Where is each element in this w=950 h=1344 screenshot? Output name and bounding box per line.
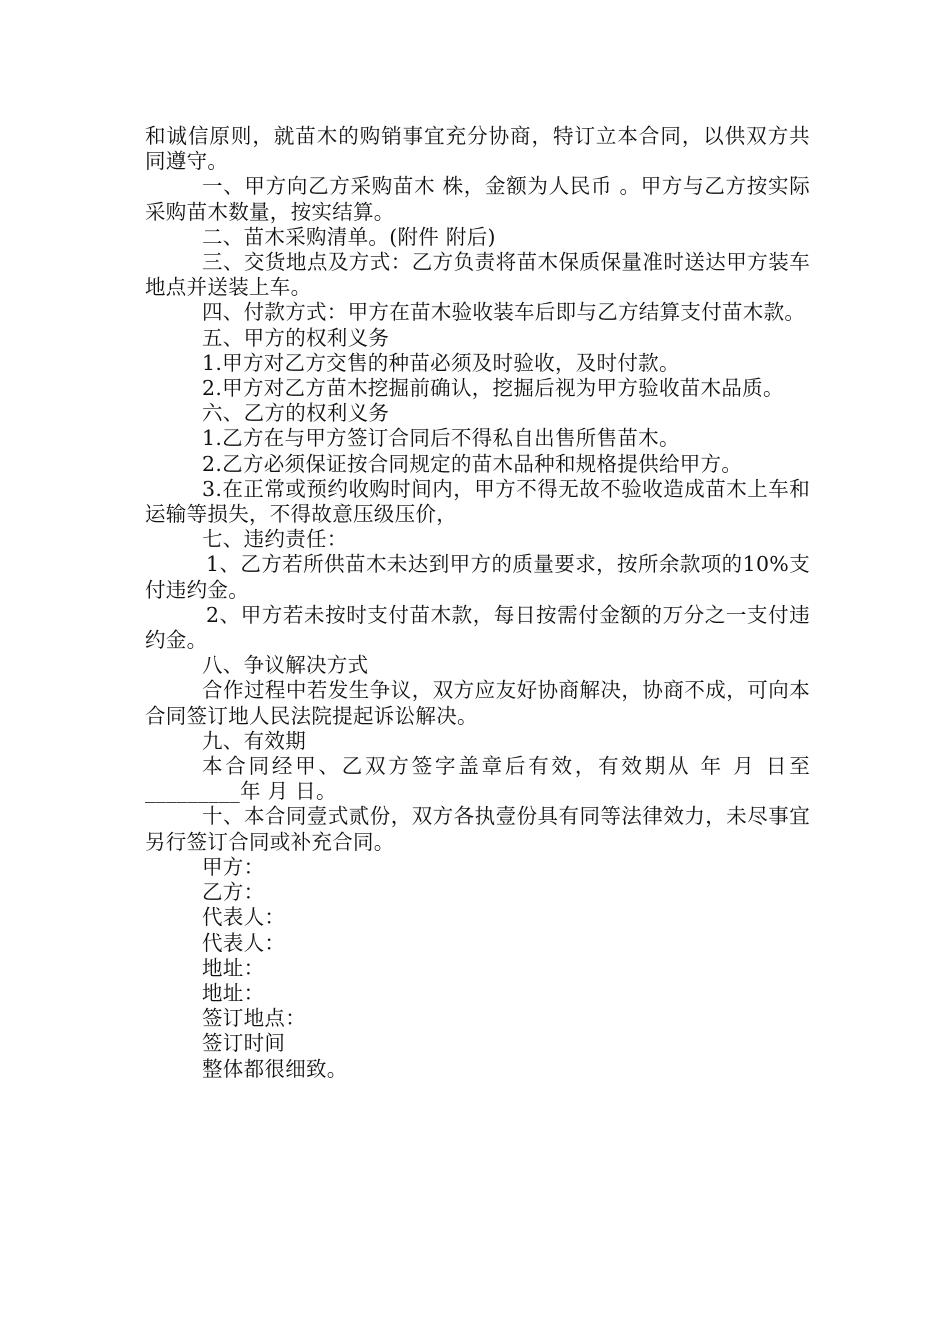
clause-6-heading: 六、乙方的权利义务 bbox=[202, 401, 390, 426]
clause-1-purchase: 一、甲方向乙方采购苗木 株，金额为人民币 。甲方与乙方按实际采购苗木数量，按实结算。 bbox=[145, 174, 810, 224]
clause-10-text: 十、本合同壹式贰份，双方各执壹份具有同等法律效力，未尽事宜另行签订合同或补充合同。 bbox=[145, 804, 810, 854]
signature-place: 签订地点： bbox=[202, 1006, 306, 1031]
signature-address-a: 地址： bbox=[202, 955, 265, 980]
clause-7-item-2: 2、甲方若未按时支付苗木款，每日按需付金额的万分之一支付违约金。 bbox=[145, 602, 810, 653]
clause-9-heading: 九、有效期 bbox=[202, 728, 306, 753]
clause-5-item-2: 2.甲方对乙方苗木挖掘前确认，挖掘后视为甲方验收苗木品质。 bbox=[202, 376, 784, 401]
clause-9-text: 本合同经甲、乙双方签字盖章后有效，有效期从 年 月 日至_________年 月 日。 bbox=[145, 754, 810, 804]
contract-body bbox=[145, 124, 810, 1082]
clause-5-item-1: 1.甲方对乙方交售的种苗必须及时验收，及时付款。 bbox=[202, 350, 680, 375]
clause-7-heading: 七、违约责任： bbox=[202, 527, 348, 552]
clause-6-item-3: 3.在正常或预约收购时间内，甲方不得无故不验收造成苗木上车和运输等损失，不得故意压级压价， bbox=[145, 476, 810, 527]
signature-address-b: 地址： bbox=[202, 980, 265, 1005]
paragraph-intro: 和诚信原则，就苗木的购销事宜充分协商，特订立本合同，以供双方共同遵守。 bbox=[145, 124, 810, 174]
signature-party-a: 甲方： bbox=[202, 854, 265, 879]
clause-7-item-1: 1、乙方若所供苗木未达到甲方的质量要求，按所余款项的10%支付违约金。 bbox=[145, 552, 810, 602]
clause-8-heading: 八、争议解决方式 bbox=[202, 653, 369, 678]
signature-party-b: 乙方： bbox=[202, 880, 265, 905]
signature-representative-b: 代表人： bbox=[202, 930, 286, 955]
clause-4-payment: 四、付款方式：甲方在苗木验收装车后即与乙方结算支付苗木款。 bbox=[202, 300, 806, 325]
clause-6-item-1: 1.乙方在与甲方签订合同后不得私自出售所售苗木。 bbox=[202, 426, 680, 451]
clause-2-list: 二、苗木采购清单。(附件 附后) bbox=[202, 224, 496, 249]
signature-representative-a: 代表人： bbox=[202, 905, 286, 930]
signature-time: 签订时间 bbox=[202, 1031, 286, 1056]
clause-8-text: 合作过程中若发生争议，双方应友好协商解决，协商不成，可向本合同签订地人民法院提起诉讼解决。 bbox=[145, 678, 810, 728]
closing-remark: 整体都很细致。 bbox=[202, 1056, 348, 1081]
clause-6-item-2: 2.乙方必须保证按合同规定的苗木品种和规格提供给甲方。 bbox=[202, 451, 743, 476]
clause-5-heading: 五、甲方的权利义务 bbox=[202, 325, 390, 350]
clause-3-delivery: 三、交货地点及方式：乙方负责将苗木保质保量准时送达甲方装车地点并送装上车。 bbox=[145, 250, 810, 300]
